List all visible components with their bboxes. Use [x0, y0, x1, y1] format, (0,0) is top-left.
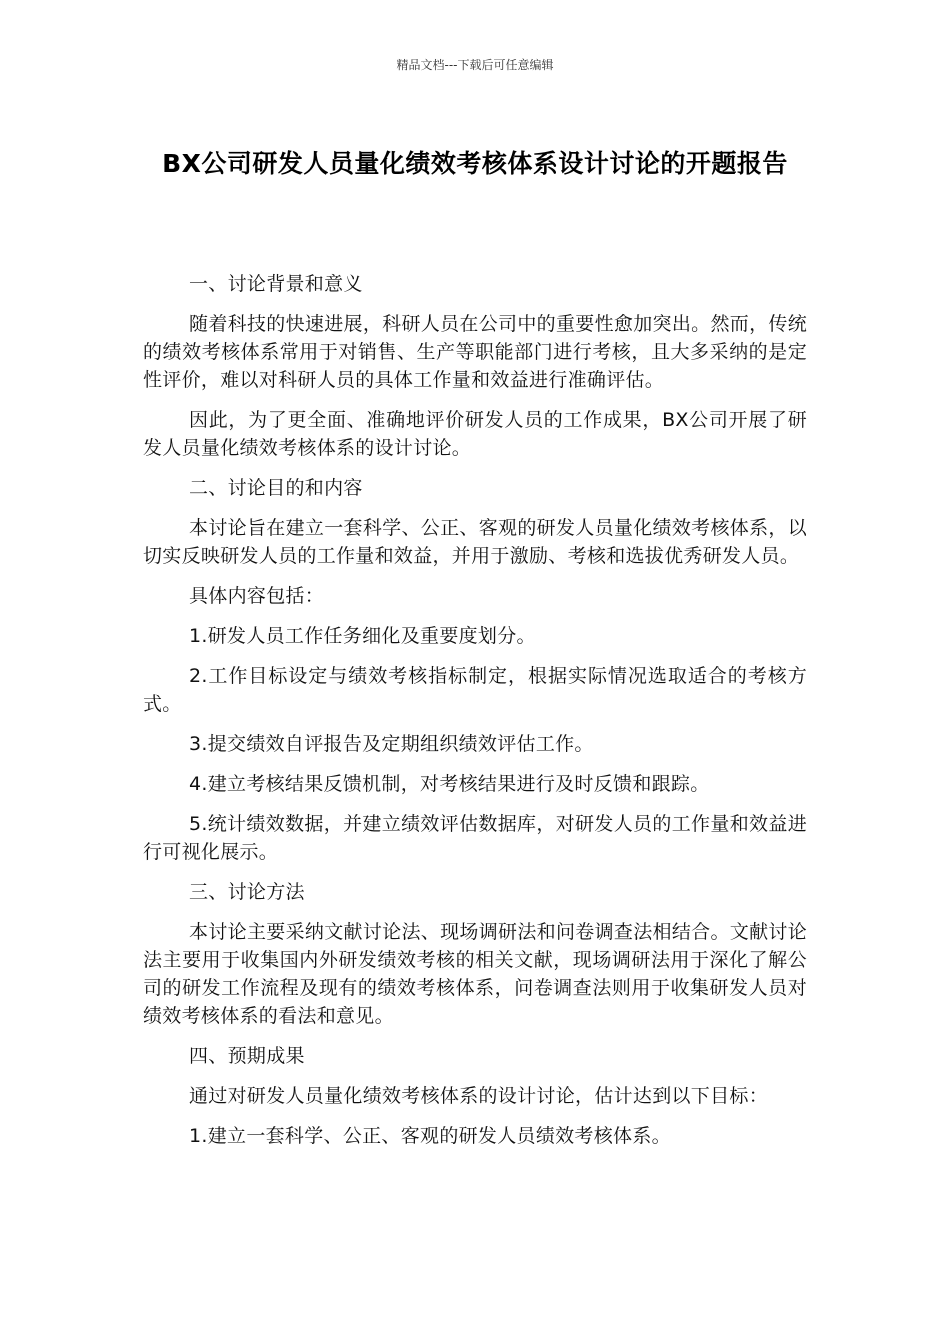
document-body: [143, 270, 807, 1162]
document-title: BX公司研发人员量化绩效考核体系设计讨论的开题报告: [162, 149, 788, 178]
list-item-3: 3.提交绩效自评报告及定期组织绩效评估工作。: [189, 733, 594, 755]
list-item-5: 5.统计绩效数据，并建立绩效评估数据库，对研发人员的工作量和效益进行可视化展示。: [143, 813, 807, 863]
header-note: 精品文档---下载后可任意编辑: [396, 58, 554, 72]
result-item-1: 1.建立一套科学、公正、客观的研发人员绩效考核体系。: [189, 1125, 671, 1147]
paragraph-purpose-statement: 因此，为了更全面、准确地评价研发人员的工作成果，BX公司开展了研发人员量化绩效考核体系的设计讨论。: [143, 409, 807, 459]
paragraph-methods: 本讨论主要采纳文献讨论法、现场调研法和问卷调查法相结合。文献讨论法主要用于收集国内外研发绩效考核的相关文献，现场调研法用于深化了解公司的研发工作流程及现有的绩效考核体系，问卷调查法则用于收集研发人员对绩效考核体系的看法和意见。: [143, 921, 807, 1027]
section-heading-objectives: 二、讨论目的和内容: [189, 477, 363, 499]
paragraph-expected-results: 通过对研发人员量化绩效考核体系的设计讨论，估计达到以下目标：: [189, 1085, 769, 1107]
section-heading-background: 一、讨论背景和意义: [189, 273, 363, 295]
section-heading-methods: 三、讨论方法: [189, 881, 305, 903]
paragraph-content-intro: 具体内容包括：: [189, 585, 325, 607]
section-heading-expected-results: 四、预期成果: [189, 1045, 305, 1067]
paragraph-objectives: 本讨论旨在建立一套科学、公正、客观的研发人员量化绩效考核体系，以切实反映研发人员的工作量和效益，并用于激励、考核和选拔优秀研发人员。: [143, 517, 807, 567]
list-item-1: 1.研发人员工作任务细化及重要度划分。: [189, 625, 536, 647]
paragraph-background: 随着科技的快速进展，科研人员在公司中的重要性愈加突出。然而，传统的绩效考核体系常用于对销售、生产等职能部门进行考核，且大多采纳的是定性评价，难以对科研人员的具体工作量和效益进行准确评估。: [143, 313, 807, 391]
list-item-2: 2.工作目标设定与绩效考核指标制定，根据实际情况选取适合的考核方式。: [143, 665, 807, 715]
list-item-4: 4.建立考核结果反馈机制，对考核结果进行及时反馈和跟踪。: [189, 773, 710, 795]
